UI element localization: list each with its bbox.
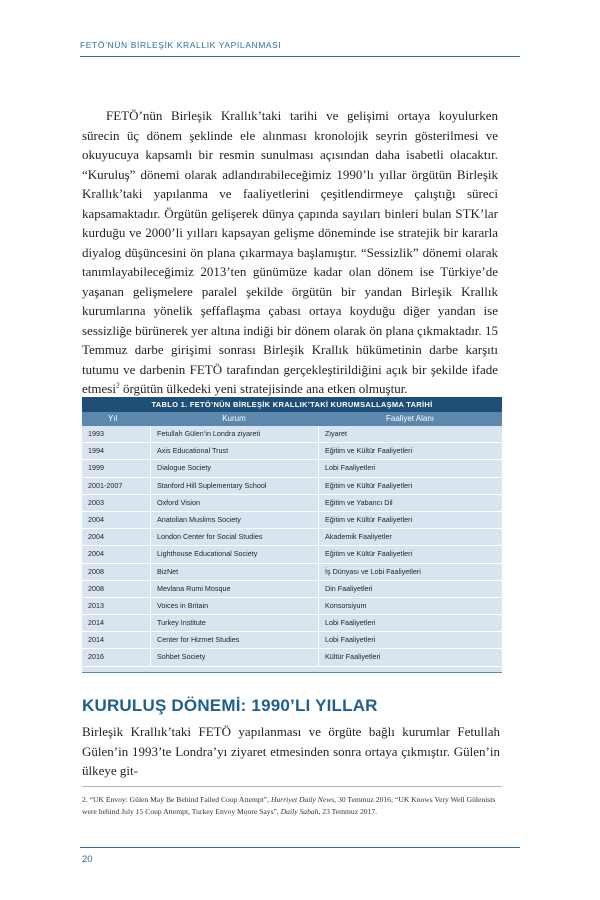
table-row bbox=[82, 495, 502, 512]
footnote-text-3: , 23 Temmuz 2017. bbox=[318, 807, 378, 816]
cell-activity: Lobi Faaliyetleri bbox=[318, 632, 502, 648]
cell-activity: İş Dünyası ve Lobi Faaliyetleri bbox=[318, 564, 502, 580]
table-row bbox=[82, 529, 502, 546]
table-row bbox=[82, 546, 502, 563]
cell-activity: Lobi Faaliyetleri bbox=[318, 460, 502, 476]
table-body bbox=[82, 426, 502, 673]
footer-rule bbox=[80, 847, 520, 848]
cell-institution: Oxford Vision bbox=[150, 495, 318, 511]
cell-institution: Voices in Britain bbox=[150, 598, 318, 614]
cell-institution: Sohbet Society bbox=[150, 649, 318, 665]
cell-institution: Fetullah Gülen’in Londra ziyareti bbox=[150, 426, 318, 442]
header-activity: Faaliyet Alanı bbox=[385, 414, 435, 423]
footnote bbox=[82, 794, 502, 818]
table-row bbox=[82, 598, 502, 615]
cell-year: 2008 bbox=[88, 583, 104, 593]
paragraph-end: örgütün ülkedeki yeni stratejisinde ana etken olmuştur. bbox=[119, 381, 408, 396]
cell-institution: London Center for Social Studies bbox=[150, 529, 318, 545]
footnote-rule bbox=[82, 786, 502, 787]
cell-activity: Akademik Faaliyetler bbox=[318, 529, 502, 545]
table-row bbox=[82, 632, 502, 649]
cell-year: 1999 bbox=[88, 463, 104, 473]
cell-activity: Konsorsiyum bbox=[318, 598, 502, 614]
cell-year: 2008 bbox=[88, 566, 104, 576]
cell-year: 2003 bbox=[88, 497, 104, 507]
cell-institution: Stanford Hill Suplementary School bbox=[150, 478, 318, 494]
table-row bbox=[82, 460, 502, 477]
section-heading: KURULUŞ DÖNEMİ: 1990’LI YILLAR bbox=[82, 696, 378, 715]
header-rule bbox=[80, 56, 520, 57]
cell-year: 2014 bbox=[88, 618, 104, 628]
paragraph-text: FETÖ’nün Birleşik Krallık’taki tarihi ve gelişimi ortaya koyulurken sürecin üç dönem şeklinde ele alınması kronolojik seyrin gösterilmesi ve okuyucuya kapsamlı bir resmin sunulması açısından daha isabetli olacaktır. “Kuruluş” dönemi olarak adlandırabileceğimiz 1990’lı yıllar örgütün Birleşik Krallık’taki yapılanma ve faaliyetlerini çeşitlendirmeye çalıştığı süreci kapsamaktadır. Örgütün gelişerek dünya çapında sayıları binleri bulan STK’lar kurduğu ve 2000’li yılları kapsayan gelişme döneminde ise stratejik bir kararla diyalog düşüncesini ön plana çıkarmaya başlamıştır. “Sessizlik” dönemi olarak tanımlayabileceğimiz 2013’ten günümüze kadar olan dönem ise Türkiye’de yaşanan gelişmelere paralel şekilde örgütün bir yandan Birleşik Krallık kurumlarına yönelik şeffaflaşma çabası ortaya koyduğu diğer yandan ise sessizliğe bürünerek yer altına indiği bir dönem olarak ön plana çıkmaktadır. 15 Temmuz darbe girişimi sonrası Birleşik Krallık hükümetinin darbe karşıtı tutumu ve darbenin FETÖ tarafından gerçekleştirildiğini açık bir şekilde ifade etmesi bbox=[82, 108, 498, 396]
table-row bbox=[82, 512, 502, 529]
cell-institution: Axis Educational Trust bbox=[150, 443, 318, 459]
cell-institution: Lighthouse Educational Society bbox=[150, 546, 318, 562]
cell-institution: Mevlana Rumi Mosque bbox=[150, 581, 318, 597]
cell-activity: Lobi Faaliyetleri bbox=[318, 615, 502, 631]
cell-institution: Dialogue Society bbox=[150, 460, 318, 476]
footnote-ref: 2 bbox=[115, 380, 120, 390]
cell-activity: Eğitim ve Kültür Faaliyetleri bbox=[318, 478, 502, 494]
table-row bbox=[82, 426, 502, 443]
cell-year: 2014 bbox=[88, 635, 104, 645]
cell-year: 2016 bbox=[88, 652, 104, 662]
body-paragraph bbox=[82, 106, 498, 399]
table-row bbox=[82, 478, 502, 495]
footnote-source-1: Hurriyet Daily News bbox=[270, 795, 335, 804]
cell-institution: Center for Hizmet Studies bbox=[150, 632, 318, 648]
header-institution: Kurum bbox=[222, 414, 246, 423]
cell-year: 2001-2007 bbox=[88, 480, 123, 490]
cell-institution: Anatolian Muslims Society bbox=[150, 512, 318, 528]
cell-activity: Eğitim ve Yabancı Dil bbox=[318, 495, 502, 511]
cell-year: 1993 bbox=[88, 429, 104, 438]
cell-activity: Kültür Faaliyetleri bbox=[318, 649, 502, 665]
table-row bbox=[82, 649, 502, 666]
cell-activity: Eğitim ve Kültür Faaliyetleri bbox=[318, 512, 502, 528]
cell-year: 2013 bbox=[88, 600, 104, 610]
cell-institution: Turkey Institute bbox=[150, 615, 318, 631]
cell-activity: Din Faaliyetleri bbox=[318, 581, 502, 597]
table-header bbox=[82, 412, 502, 426]
footnote-text-2: , 30 Temmuz 2016; “UK Knows Very Well Gülenists were behind July 15 Coup Attempt, Turkey Envoy Moore Says”, bbox=[82, 795, 496, 816]
cell-year: 2004 bbox=[88, 549, 104, 559]
section-paragraph: Birleşik Krallık’taki FETÖ yapılanması ve örgüte bağlı kurumlar Fetullah Gülen’in 1993’te Londra’yı ziyaret etmesinden sonra ortaya çıkmıştır. Gülen’in ülkeye git- bbox=[82, 724, 500, 778]
running-head: FETÖ’NÜN BİRLEŞİK KRALLIK YAPILANMASI bbox=[80, 40, 282, 50]
cell-year: 1994 bbox=[88, 446, 104, 456]
cell-activity: Eğitim ve Kültür Faaliyetleri bbox=[318, 546, 502, 562]
table-row bbox=[82, 564, 502, 581]
cell-year: 2004 bbox=[88, 514, 104, 524]
table-title: TABLO 1. FETÖ’NÜN BİRLEŞİK KRALLIK’TAKİ KURUMSALLAŞMA TARİHİ bbox=[82, 397, 502, 412]
institutionalization-table bbox=[82, 397, 502, 673]
table-row bbox=[82, 443, 502, 460]
cell-institution: BizNet bbox=[150, 564, 318, 580]
table-row bbox=[82, 615, 502, 632]
cell-activity: Eğitim ve Kültür Faaliyetleri bbox=[318, 443, 502, 459]
header-year: Yıl bbox=[108, 414, 118, 423]
table-row bbox=[82, 581, 502, 598]
footnote-source-2: Daily Sabah bbox=[280, 807, 319, 816]
cell-activity: Ziyaret bbox=[318, 426, 502, 442]
page-number: 20 bbox=[82, 854, 93, 865]
cell-year: 2004 bbox=[88, 532, 104, 542]
footnote-text-1: 2. “UK Envoy: Gülen May Be Behind Failed Coup Attempt”, bbox=[82, 795, 271, 804]
